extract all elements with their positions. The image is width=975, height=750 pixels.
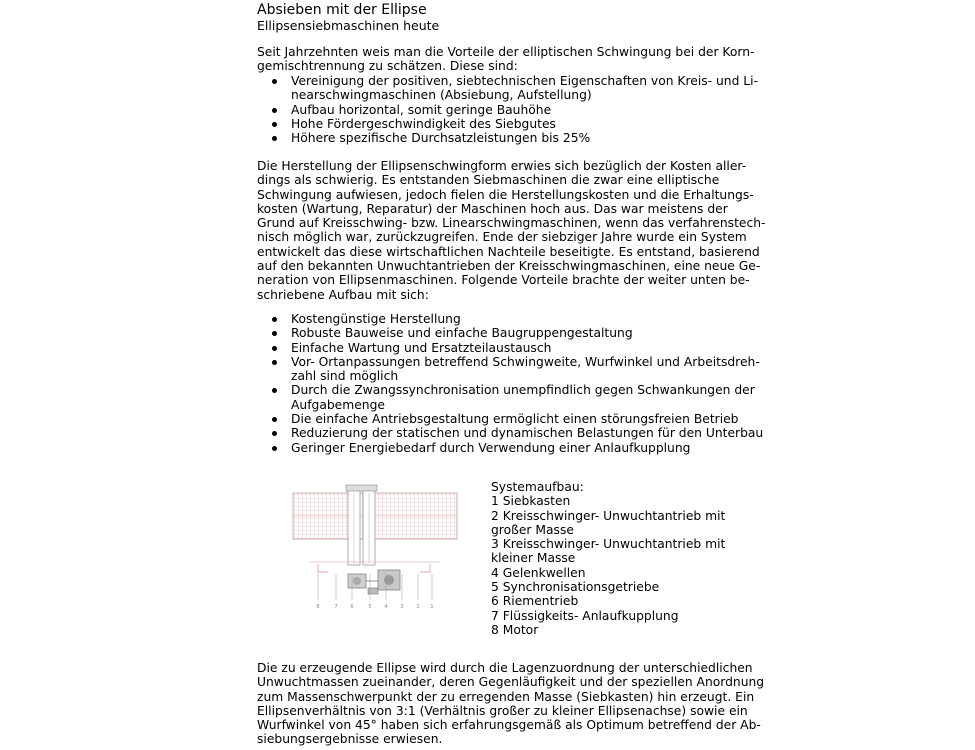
callout-number: 3 bbox=[400, 604, 404, 610]
callout-number: 8 bbox=[316, 604, 320, 610]
list-item-text: Geringer Energiebedarf durch Verwendung einer Anlaufkupplung bbox=[291, 440, 691, 455]
text-line: dings als schwierig. Es entstanden Siebmaschinen die zwar eine elliptische bbox=[257, 173, 720, 188]
callout-number: 7 bbox=[334, 604, 338, 610]
bullet-icon bbox=[272, 388, 277, 393]
text-line: neration von Ellipsenmaschinen. Folgende Vorteile brachte der weiter unten be- bbox=[257, 273, 750, 288]
text-line: gemischtrennung zu schätzen. Diese sind: bbox=[257, 59, 518, 74]
list-item-text: Höhere spezifische Durchsatzleistungen bis 25% bbox=[291, 131, 591, 146]
list-item bbox=[257, 117, 757, 131]
fluid-coupling bbox=[368, 588, 378, 594]
callout-number: 2 bbox=[416, 604, 420, 610]
system-heading: Systemaufbau: bbox=[491, 480, 584, 494]
system-item: 3 Kreisschwinger- Unwuchtantrieb mit bbox=[491, 537, 726, 552]
bullet-icon bbox=[272, 79, 277, 84]
list-item-text: Die einfache Antriebsgestaltung ermöglicht einen störungsfreien Betrieb bbox=[291, 412, 739, 427]
text-line: Unwuchtmassen zueinander, deren Gegenläufigkeit und der speziellen Anordnung bbox=[257, 675, 765, 690]
text-line: schriebene Aufbau mit sich: bbox=[257, 287, 429, 302]
text-line: auf den bekannten Unwuchtantrieben der Kreisschwingmaschinen, eine neue Ge- bbox=[257, 259, 761, 274]
system-item: 2 Kreisschwinger- Unwuchtantrieb mit bbox=[491, 508, 726, 523]
list-item bbox=[257, 103, 757, 117]
advantages-list-2 bbox=[257, 312, 764, 455]
ellipse-paragraph bbox=[257, 661, 765, 747]
callout-number: 6 bbox=[350, 604, 354, 610]
list-item-text: Durch die Zwangssynchronisation unempfindlich gegen Schwankungen der bbox=[291, 383, 755, 398]
list-item bbox=[257, 74, 757, 103]
list-item bbox=[257, 441, 757, 455]
list-item bbox=[257, 412, 757, 426]
text-line: Seit Jahrzehnten weis man die Vorteile der elliptischen Schwingung bei der Korn- bbox=[257, 45, 755, 59]
list-item bbox=[257, 326, 757, 340]
list-item bbox=[257, 341, 757, 355]
system-structure bbox=[491, 480, 741, 637]
system-item: 5 Synchronisationsgetriebe bbox=[491, 580, 660, 595]
system-item: 6 Riementrieb bbox=[491, 594, 579, 609]
intro-paragraph bbox=[257, 45, 757, 74]
bullet-icon bbox=[272, 108, 277, 113]
text-line: zum Massenschwerpunkt der zu erregenden Masse (Siebkasten) hin erzeugt. Ein bbox=[257, 689, 755, 704]
text-line: kosten (Wartung, Reparatur) der Maschinen hoch aus. Das war meistens der bbox=[257, 201, 728, 216]
list-item-text: Vereinigung der positiven, siebtechnischen Eigenschaften von Kreis- und Li- bbox=[291, 74, 759, 88]
callout-number: 4 bbox=[384, 604, 388, 610]
bullet-icon bbox=[272, 431, 277, 436]
text-line: Ellipsenverhältnis von 3:1 (Verhältnis großer zu kleiner Ellipsenachse) sowie ein bbox=[257, 703, 748, 718]
callout-number: 1 bbox=[430, 604, 434, 610]
list-item-text: Robuste Bauweise und einfache Baugruppengestaltung bbox=[291, 326, 633, 341]
text-line: entwickelt das diese wirtschaftlichen Nachteile beseitigte. Es entstand, basierend bbox=[257, 244, 760, 259]
bullet-icon bbox=[272, 136, 277, 141]
bullet-icon bbox=[272, 331, 277, 336]
text-line: Die Herstellung der Ellipsenschwingform erwies sich bezüglich der Kosten aller- bbox=[257, 159, 747, 173]
list-item bbox=[257, 312, 757, 326]
list-item-text: Einfache Wartung und Ersatzteilaustausch bbox=[291, 340, 552, 355]
list-item-text: Aufgabemenge bbox=[291, 397, 385, 412]
bullet-icon bbox=[272, 346, 277, 351]
page-subtitle: Ellipsensiebmaschinen heute bbox=[257, 18, 440, 33]
system-item: 7 Flüssigkeits- Anlaufkupplung bbox=[491, 608, 679, 623]
bullet-icon bbox=[272, 417, 277, 422]
system-item: 4 Gelenkwellen bbox=[491, 565, 586, 580]
list-item-text: Reduzierung der statischen und dynamischen Belastungen für den Unterbau bbox=[291, 426, 764, 441]
text-line: Schwingung aufwiesen, jedoch fielen die Herstellungskosten und die Erhaltungs- bbox=[257, 187, 754, 202]
text-line: siebungsergebnisse erwiesen. bbox=[257, 732, 443, 747]
bullet-icon bbox=[272, 122, 277, 127]
bullet-icon bbox=[272, 360, 277, 365]
list-item bbox=[257, 354, 760, 384]
list-item bbox=[257, 426, 764, 441]
list-item-text: Aufbau horizontal, somit geringe Bauhöhe bbox=[291, 102, 552, 117]
bullet-icon bbox=[272, 317, 277, 322]
text-line: nisch möglich war, zurückzugreifen. Ende der siebziger Jahre wurde ein System bbox=[257, 230, 747, 245]
system-item: 1 Siebkasten bbox=[491, 494, 571, 509]
list-item-text: Vor- Ortanpassungen betreffend Schwingweite, Wurfwinkel und Arbeitsdreh- bbox=[291, 354, 760, 369]
history-paragraph bbox=[257, 159, 766, 302]
list-item bbox=[257, 131, 757, 145]
system-item: großer Masse bbox=[491, 522, 574, 537]
advantages-list-1 bbox=[257, 74, 757, 145]
list-item-text: zahl sind möglich bbox=[291, 369, 399, 384]
list-item bbox=[257, 383, 757, 412]
system-item: kleiner Masse bbox=[491, 551, 576, 566]
bullet-icon bbox=[272, 446, 277, 451]
list-item-text: Hohe Fördergeschwindigkeit des Siebgutes bbox=[291, 116, 556, 131]
list-item-text: nearschwingmaschinen (Absiebung, Aufstellung) bbox=[291, 88, 592, 103]
callout-number: 5 bbox=[368, 604, 372, 610]
system-item: 8 Motor bbox=[491, 622, 539, 637]
page-title: Absieben mit der Ellipse bbox=[257, 2, 427, 18]
text-line: Grund auf Kreisschwing- bzw. Linearschwingmaschinen, wenn das verfahrenstech- bbox=[257, 216, 766, 231]
text-line: Wurfwinkel von 45° haben sich erfahrungsgemäß als Optimum betreffend der Ab- bbox=[257, 718, 761, 733]
machine-diagram bbox=[290, 478, 460, 610]
text-line: Die zu erzeugende Ellipse wird durch die Lagenzuordnung der unterschiedlichen bbox=[257, 661, 753, 675]
list-item-text: Kostengünstige Herstellung bbox=[291, 312, 461, 326]
